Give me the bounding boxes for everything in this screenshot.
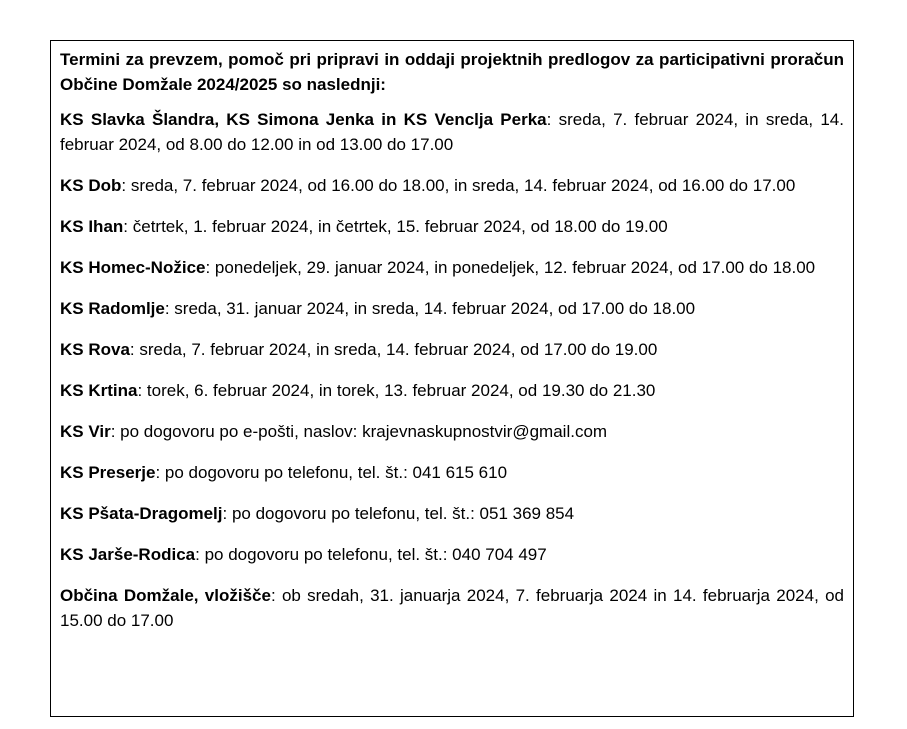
entry-name: KS Dob bbox=[60, 176, 122, 195]
schedule-entry bbox=[60, 173, 844, 198]
entry-name: KS Ihan bbox=[60, 217, 124, 236]
entry-details: : po dogovoru po telefonu, tel. št.: 041 615 610 bbox=[155, 463, 508, 482]
entry-name: KS Krtina bbox=[60, 381, 138, 400]
entry-details: : po dogovoru po telefonu, tel. št.: 051 369 854 bbox=[222, 504, 575, 523]
intro-heading: Termini za prevzem, pomoč pri pripravi in oddaji projektnih predlogov za participativni proračun Občine Domžale 2024/2025 so naslednji: bbox=[60, 50, 844, 94]
entry-details: : po dogovoru po telefonu, tel. št.: 040 704 497 bbox=[195, 545, 547, 564]
entry-name: KS Homec-Nožice bbox=[60, 258, 206, 277]
schedule-entry bbox=[60, 501, 844, 526]
entry-details: : ob sredah, 31. januarja 2024, 7. februarja 2024 in 14. februarja 2024, od 15.00 do 17.00 bbox=[60, 586, 844, 630]
entry-details: : sreda, 7. februar 2024, in sreda, 14. februar 2024, od 17.00 do 19.00 bbox=[129, 340, 658, 359]
schedule-entry bbox=[60, 460, 844, 485]
schedule-box bbox=[50, 40, 854, 717]
schedule-entry bbox=[60, 337, 844, 362]
entry-name: KS Rova bbox=[60, 340, 130, 359]
schedule-entry bbox=[60, 419, 844, 444]
entry-name: KS Slavka Šlandra, KS Simona Jenka in KS Venclja Perka bbox=[60, 110, 547, 129]
schedule-entry bbox=[60, 255, 844, 280]
entry-details: : ponedeljek, 29. januar 2024, in ponedeljek, 12. februar 2024, od 17.00 do 18.00 bbox=[205, 258, 816, 277]
entry-name: KS Jarše-Rodica bbox=[60, 545, 196, 564]
entry-name: KS Vir bbox=[60, 422, 111, 441]
schedule-entry bbox=[60, 378, 844, 403]
entry-details: : četrtek, 1. februar 2024, in četrtek, 15. februar 2024, od 18.00 do 19.00 bbox=[123, 217, 668, 236]
entry-name: KS Preserje bbox=[60, 463, 156, 482]
schedule-entry bbox=[60, 107, 844, 157]
entry-details: : po dogovoru po e-pošti, naslov: krajevnaskupnostvir@gmail.com bbox=[110, 422, 608, 441]
entry-name: KS Pšata-Dragomelj bbox=[60, 504, 223, 523]
entry-name: KS Radomlje bbox=[60, 299, 165, 318]
entry-name: Občina Domžale, vložišče bbox=[60, 586, 271, 605]
schedule-entry bbox=[60, 583, 844, 633]
entry-details: : sreda, 7. februar 2024, in sreda, 14. februar 2024, od 8.00 do 12.00 in od 13.00 do 17.00 bbox=[60, 110, 844, 154]
schedule-entry bbox=[60, 296, 844, 321]
schedule-entry bbox=[60, 542, 844, 567]
schedule-entry bbox=[60, 214, 844, 239]
entry-details: : sreda, 31. januar 2024, in sreda, 14. februar 2024, od 17.00 do 18.00 bbox=[164, 299, 696, 318]
entry-details: : sreda, 7. februar 2024, od 16.00 do 18.00, in sreda, 14. februar 2024, od 16.00 do 17.00 bbox=[121, 176, 796, 195]
entry-details: : torek, 6. februar 2024, in torek, 13. februar 2024, od 19.30 do 21.30 bbox=[137, 381, 656, 400]
